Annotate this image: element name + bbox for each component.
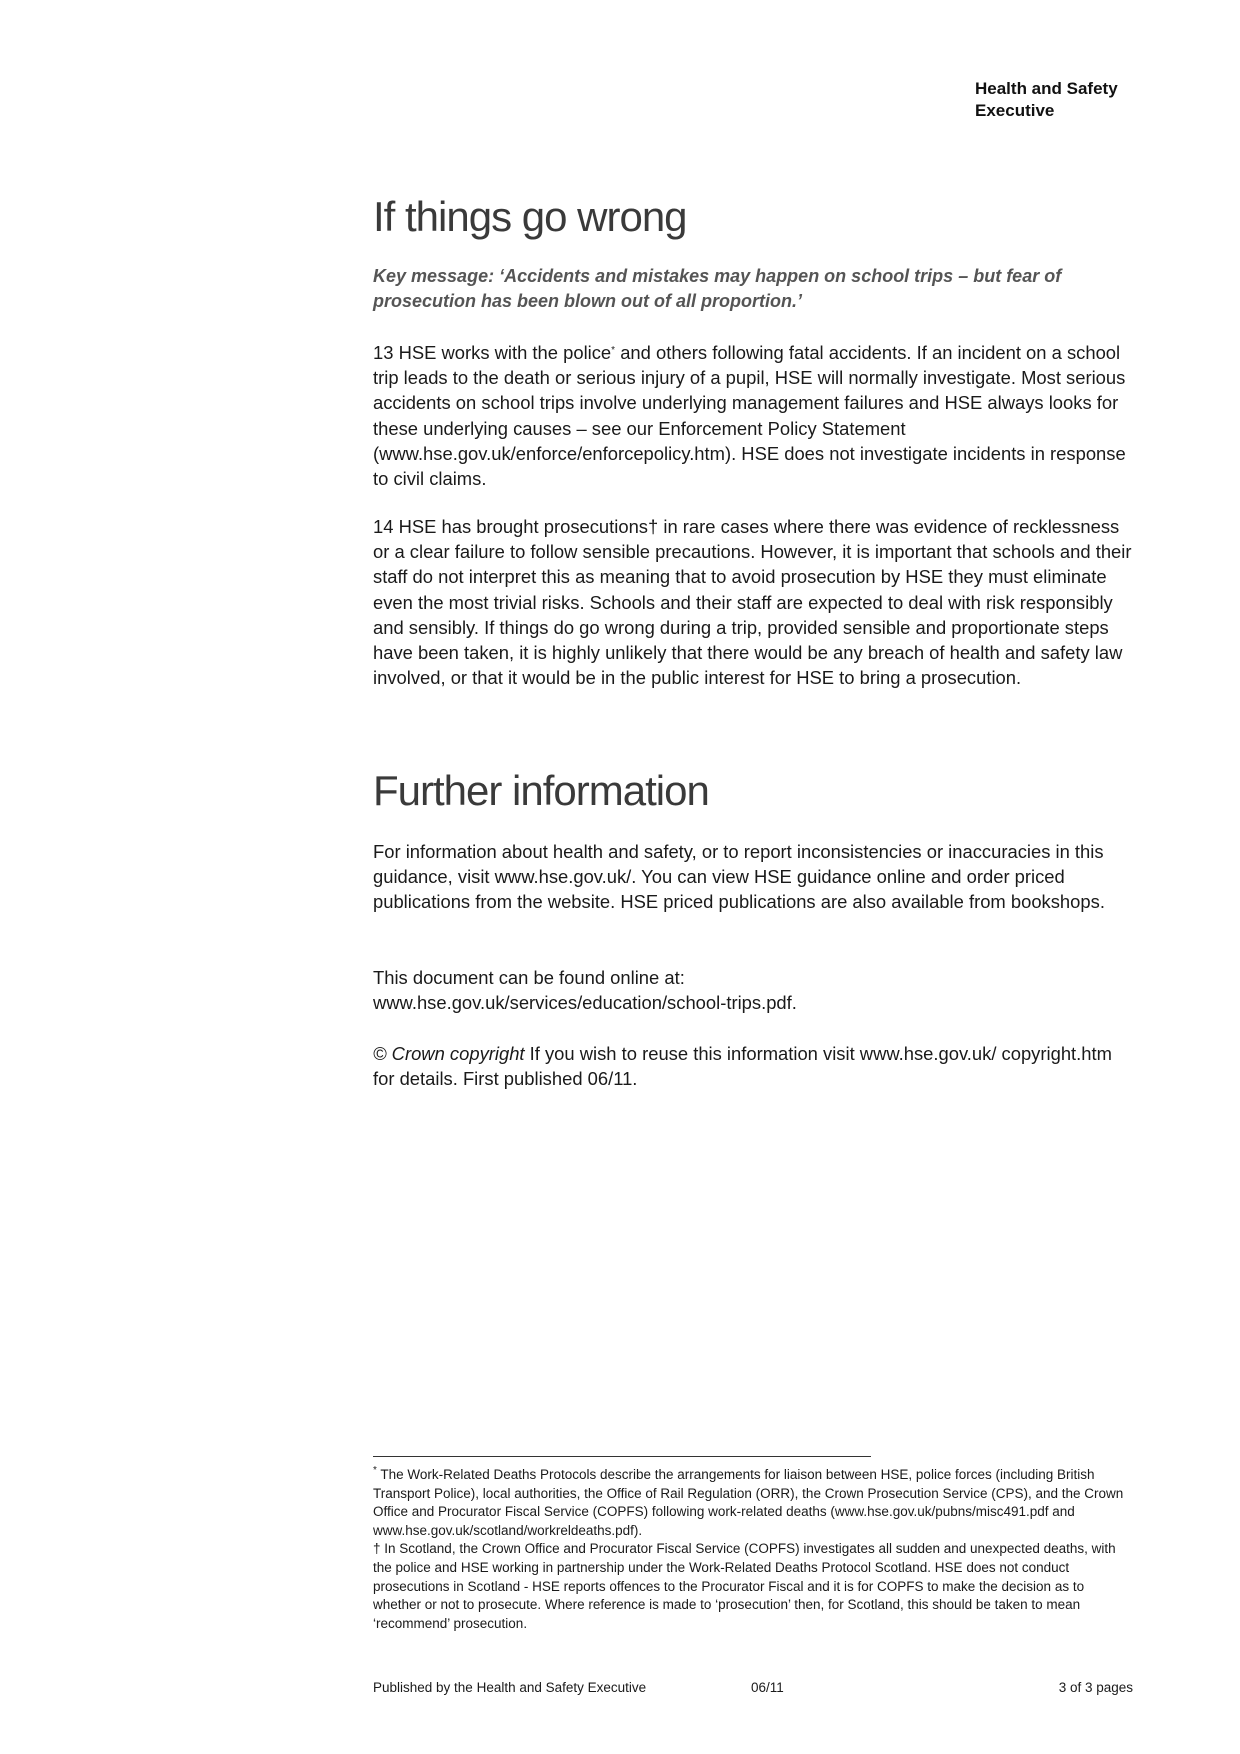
crown-copyright-label: © Crown copyright <box>373 1043 525 1064</box>
section-title-if-things-go-wrong: If things go wrong <box>373 193 687 240</box>
copyright-paragraph <box>373 1041 1138 1091</box>
footnote-1-marker: * <box>373 1465 377 1476</box>
document-location-url: www.hse.gov.uk/services/education/school-trips.pdf. <box>373 992 797 1014</box>
paragraph-14 <box>373 514 1138 690</box>
paragraph-14-rest: in rare cases where there was evidence of recklessness or a clear failure to follow sensible precautions. However, it is important that schools and their staff do not interpret this as meaning that to avoid prosecution by HSE they must eliminate even the most trivial risks. Schools and their staff are expected to deal with risk responsibly and sensibly. If things do go wrong during a trip, provided sensible and proportionate steps have been taken, it is highly unlikely that there would be any breach of health and safety law involved, or that it would be in the public interest for HSE to bring a prosecution. <box>373 516 1132 689</box>
key-message: Key message: ‘Accidents and mistakes may happen on school trips – but fear of prosecution has been blown out of all proportion.’ <box>373 266 1062 311</box>
footer-page-count: 3 of 3 pages <box>1058 1680 1133 1695</box>
footnote-marker-asterisk: * <box>611 345 616 356</box>
paragraph-13-rest: and others following fatal accidents. If an incident on a school trip leads to the death or serious injury of a pupil, HSE will normally investigate. Most serious accidents on school trips involve underlying management failures and HSE always looks for these underlying causes – see our Enforcement Policy Statement (www.hse.gov.uk/enforce/enforcepolicy.htm). HSE does not investigate incidents in response to civil claims. <box>373 342 1126 490</box>
org-line-1: Health and Safety <box>975 79 1118 98</box>
organisation-name <box>975 78 1195 122</box>
document-location-label: This document can be found online at: <box>373 967 685 988</box>
footnote-divider <box>373 1456 871 1457</box>
document-location-paragraph <box>373 965 1138 1015</box>
org-line-2: Executive <box>975 101 1055 120</box>
copyright-text: If you wish to reuse this information visit www.hse.gov.uk/ copyright.htm for details. First published 06/11. <box>373 1043 1112 1090</box>
footnote-marker-dagger: † <box>648 516 659 537</box>
footer-publisher: Published by the Health and Safety Executive <box>373 1680 647 1695</box>
paragraph-13 <box>373 338 1138 491</box>
section-title-further-information: Further information <box>373 767 709 814</box>
footer-date: 06/11 <box>751 1680 784 1695</box>
further-info-paragraph: For information about health and safety, or to report inconsistencies or inaccuracies in this guidance, visit www.hse.gov.uk/. You can view HSE guidance online and order priced publications from the website. HSE priced publications are also available from bookshops. <box>373 841 1105 913</box>
footnotes <box>373 1462 1133 1633</box>
paragraph-14-start: 14 HSE has brought prosecutions <box>373 516 649 537</box>
footnote-1-text: The Work-Related Deaths Protocols describe the arrangements for liaison between HSE, police forces (including British Transport Police), local authorities, the Office of Rail Regulation (ORR), the Crown Prosecution Service (CPS), and the Crown Office and Procurator Fiscal Service (COPFS) following work-related deaths (www.hse.gov.uk/pubns/misc491.pdf and www.hse.gov.uk/scotland/workreldeaths.pdf). <box>373 1467 1124 1538</box>
footnote-2-text: In Scotland, the Crown Office and Procurator Fiscal Service (COPFS) investigates all sudden and unexpected deaths, with the police and HSE working in partnership under the Work-Related Deaths Protocol Scotland. HSE does not conduct prosecutions in Scotland - HSE reports offences to the Procurator Fiscal and it is for COPFS to make the decision as to whether or not to prosecute. Where reference is made to ‘prosecution’ then, for Scotland, this should be taken to mean ‘recommend’ prosecution. <box>373 1541 1116 1631</box>
footnote-2 <box>373 1540 1133 1633</box>
footnote-1 <box>373 1462 1133 1540</box>
paragraph-13-start: 13 HSE works with the police <box>373 342 612 363</box>
footnote-2-marker: † <box>373 1541 381 1557</box>
